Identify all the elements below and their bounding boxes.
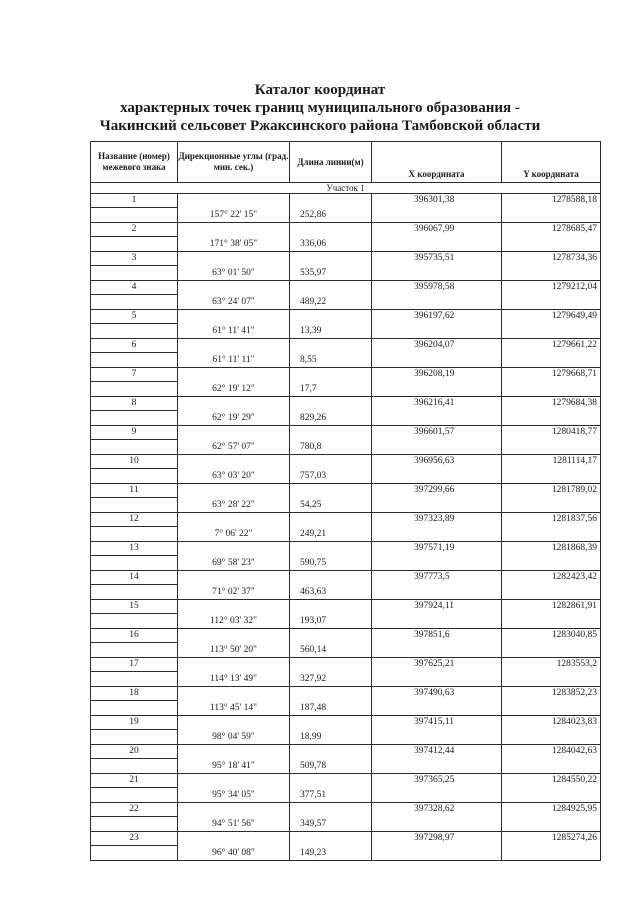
angle-cell-empty <box>178 658 290 672</box>
angle-cell-empty <box>178 397 290 411</box>
point-row <box>91 832 601 846</box>
y-cell-empty <box>502 469 601 484</box>
segment-name-empty <box>91 527 178 542</box>
length-cell-empty <box>290 513 372 527</box>
y-coordinate: 1281837,56 <box>502 513 601 527</box>
y-coordinate: 1279668,71 <box>502 368 601 382</box>
direction-angle: 98° 04' 59" <box>178 730 290 745</box>
direction-angle: 114° 13' 49" <box>178 672 290 687</box>
y-cell-empty <box>502 440 601 455</box>
x-coordinate: 395735,51 <box>372 252 502 266</box>
x-cell-empty <box>372 759 502 774</box>
segment-row <box>91 382 601 397</box>
point-row <box>91 571 601 585</box>
point-row <box>91 774 601 788</box>
header-length: Длина линии(м) <box>290 142 372 183</box>
y-cell-empty <box>502 585 601 600</box>
x-coordinate: 397412,44 <box>372 745 502 759</box>
x-cell-empty <box>372 237 502 252</box>
angle-cell-empty <box>178 281 290 295</box>
line-length: 336,06 <box>290 237 372 252</box>
angle-cell-empty <box>178 368 290 382</box>
x-coordinate: 397625,21 <box>372 658 502 672</box>
coordinates-table <box>90 141 601 861</box>
y-cell-empty <box>502 295 601 310</box>
y-cell-empty <box>502 237 601 252</box>
length-cell-empty <box>290 716 372 730</box>
segment-row <box>91 353 601 368</box>
segment-name-empty <box>91 295 178 310</box>
table-header-row <box>91 142 601 183</box>
y-coordinate: 1284023,83 <box>502 716 601 730</box>
x-coordinate: 396067,99 <box>372 223 502 237</box>
segment-row <box>91 614 601 629</box>
x-coordinate: 397299,66 <box>372 484 502 498</box>
length-cell-empty <box>290 368 372 382</box>
y-cell-empty <box>502 498 601 513</box>
segment-name-empty <box>91 208 178 223</box>
line-length: 489,22 <box>290 295 372 310</box>
y-coordinate: 1279212,04 <box>502 281 601 295</box>
direction-angle: 113° 50' 20" <box>178 643 290 658</box>
point-name: 11 <box>91 484 178 498</box>
length-cell-empty <box>290 252 372 266</box>
direction-angle: 7° 06' 22" <box>178 527 290 542</box>
segment-row <box>91 295 601 310</box>
y-cell-empty <box>502 701 601 716</box>
length-cell-empty <box>290 455 372 469</box>
length-cell-empty <box>290 571 372 585</box>
segment-row <box>91 788 601 803</box>
x-cell-empty <box>372 643 502 658</box>
length-cell-empty <box>290 397 372 411</box>
point-row <box>91 542 601 556</box>
length-cell-empty <box>290 774 372 788</box>
length-cell-empty <box>290 484 372 498</box>
x-coordinate: 397571,19 <box>372 542 502 556</box>
header-x: X координата <box>372 142 502 183</box>
angle-cell-empty <box>178 629 290 643</box>
point-row <box>91 397 601 411</box>
y-coordinate: 1279684,38 <box>502 397 601 411</box>
y-coordinate: 1283553,2 <box>502 658 601 672</box>
length-cell-empty <box>290 832 372 846</box>
segment-row <box>91 846 601 861</box>
point-name: 5 <box>91 310 178 324</box>
x-coordinate: 396601,57 <box>372 426 502 440</box>
point-row <box>91 339 601 353</box>
segment-row <box>91 324 601 339</box>
direction-angle: 96° 40' 08" <box>178 846 290 861</box>
segment-name-empty <box>91 759 178 774</box>
segment-name-empty <box>91 353 178 368</box>
y-cell-empty <box>502 730 601 745</box>
y-coordinate: 1279661,22 <box>502 339 601 353</box>
segment-row <box>91 440 601 455</box>
y-cell-empty <box>502 266 601 281</box>
line-length: 377,51 <box>290 788 372 803</box>
direction-angle: 94° 51' 56" <box>178 817 290 832</box>
angle-cell-empty <box>178 832 290 846</box>
x-coordinate: 397365,25 <box>372 774 502 788</box>
x-cell-empty <box>372 585 502 600</box>
length-cell-empty <box>290 745 372 759</box>
segment-name-empty <box>91 498 178 513</box>
length-cell-empty <box>290 658 372 672</box>
x-coordinate: 397773,5 <box>372 571 502 585</box>
x-cell-empty <box>372 324 502 339</box>
y-cell-empty <box>502 759 601 774</box>
y-cell-empty <box>502 527 601 542</box>
length-cell-empty <box>290 600 372 614</box>
point-row <box>91 252 601 266</box>
point-name: 16 <box>91 629 178 643</box>
y-cell-empty <box>502 614 601 629</box>
angle-cell-empty <box>178 455 290 469</box>
y-cell-empty <box>502 556 601 571</box>
point-name: 1 <box>91 194 178 208</box>
direction-angle: 112° 03' 32" <box>178 614 290 629</box>
x-coordinate: 397323,89 <box>372 513 502 527</box>
line-length: 590,75 <box>290 556 372 571</box>
segment-name-empty <box>91 614 178 629</box>
segment-row <box>91 556 601 571</box>
point-row <box>91 194 601 208</box>
direction-angle: 62° 57' 07" <box>178 440 290 455</box>
document-subtitle-line2: Чакинский сельсовет Ржаксинского района Тамбовской области <box>99 118 541 134</box>
direction-angle: 113° 45' 14" <box>178 701 290 716</box>
y-cell-empty <box>502 411 601 426</box>
line-length: 249,21 <box>290 527 372 542</box>
point-name: 12 <box>91 513 178 527</box>
x-cell-empty <box>372 498 502 513</box>
angle-cell-empty <box>178 194 290 208</box>
point-name: 20 <box>91 745 178 759</box>
segment-name-empty <box>91 817 178 832</box>
segment-name-empty <box>91 440 178 455</box>
direction-angle: 95° 34' 05" <box>178 788 290 803</box>
segment-name-empty <box>91 643 178 658</box>
y-cell-empty <box>502 643 601 658</box>
segment-row <box>91 643 601 658</box>
y-coordinate: 1284042,63 <box>502 745 601 759</box>
segment-row <box>91 672 601 687</box>
point-row <box>91 745 601 759</box>
direction-angle: 63° 01' 50" <box>178 266 290 281</box>
segment-row <box>91 498 601 513</box>
line-length: 535,97 <box>290 266 372 281</box>
y-cell-empty <box>502 817 601 832</box>
segment-name-empty <box>91 701 178 716</box>
x-cell-empty <box>372 846 502 861</box>
direction-angle: 62° 19' 12" <box>178 382 290 397</box>
segment-name-empty <box>91 324 178 339</box>
point-name: 7 <box>91 368 178 382</box>
y-coordinate: 1284925,95 <box>502 803 601 817</box>
x-cell-empty <box>372 353 502 368</box>
angle-cell-empty <box>178 223 290 237</box>
direction-angle: 71° 02' 37" <box>178 585 290 600</box>
header-y: Y координата <box>502 142 601 183</box>
point-name: 19 <box>91 716 178 730</box>
segment-name-empty <box>91 556 178 571</box>
segment-name-empty <box>91 788 178 803</box>
point-name: 3 <box>91 252 178 266</box>
y-cell-empty <box>502 846 601 861</box>
y-cell-empty <box>502 208 601 223</box>
point-name: 14 <box>91 571 178 585</box>
point-row <box>91 455 601 469</box>
x-coordinate: 396216,41 <box>372 397 502 411</box>
x-coordinate: 395978,58 <box>372 281 502 295</box>
segment-name-empty <box>91 469 178 484</box>
point-name: 2 <box>91 223 178 237</box>
x-cell-empty <box>372 469 502 484</box>
length-cell-empty <box>290 687 372 701</box>
point-row <box>91 223 601 237</box>
section-row <box>91 183 601 194</box>
line-length: 463,63 <box>290 585 372 600</box>
direction-angle: 157° 22' 15" <box>178 208 290 223</box>
x-coordinate: 396956,63 <box>372 455 502 469</box>
y-coordinate: 1278685,47 <box>502 223 601 237</box>
point-row <box>91 484 601 498</box>
line-length: 18,99 <box>290 730 372 745</box>
line-length: 8,55 <box>290 353 372 368</box>
y-coordinate: 1283040,85 <box>502 629 601 643</box>
y-coordinate: 1282861,91 <box>502 600 601 614</box>
line-length: 149,23 <box>290 846 372 861</box>
x-cell-empty <box>372 730 502 745</box>
segment-row <box>91 208 601 223</box>
y-cell-empty <box>502 788 601 803</box>
angle-cell-empty <box>178 716 290 730</box>
y-cell-empty <box>502 324 601 339</box>
point-name: 15 <box>91 600 178 614</box>
length-cell-empty <box>290 426 372 440</box>
document-title: Каталог координат <box>254 82 386 98</box>
point-row <box>91 368 601 382</box>
y-coordinate: 1284550,22 <box>502 774 601 788</box>
length-cell-empty <box>290 194 372 208</box>
x-cell-empty <box>372 411 502 426</box>
x-cell-empty <box>372 295 502 310</box>
direction-angle: 69° 58' 23" <box>178 556 290 571</box>
point-row <box>91 658 601 672</box>
angle-cell-empty <box>178 600 290 614</box>
segment-name-empty <box>91 266 178 281</box>
length-cell-empty <box>290 542 372 556</box>
header-angle: Дирекционные углы (град. мин. сек.) <box>178 142 290 183</box>
x-cell-empty <box>372 208 502 223</box>
x-cell-empty <box>372 440 502 455</box>
point-name: 17 <box>91 658 178 672</box>
direction-angle: 63° 28' 22" <box>178 498 290 513</box>
segment-name-empty <box>91 237 178 252</box>
point-row <box>91 513 601 527</box>
direction-angle: 171° 38' 05" <box>178 237 290 252</box>
y-coordinate: 1280418,77 <box>502 426 601 440</box>
point-name: 23 <box>91 832 178 846</box>
point-name: 21 <box>91 774 178 788</box>
segment-row <box>91 585 601 600</box>
angle-cell-empty <box>178 571 290 585</box>
x-cell-empty <box>372 382 502 397</box>
point-name: 8 <box>91 397 178 411</box>
point-row <box>91 716 601 730</box>
point-name: 22 <box>91 803 178 817</box>
y-cell-empty <box>502 382 601 397</box>
y-coordinate: 1278734,36 <box>502 252 601 266</box>
angle-cell-empty <box>178 745 290 759</box>
header-name: Название (номер) межевого знака <box>91 142 178 183</box>
length-cell-empty <box>290 223 372 237</box>
segment-name-empty <box>91 672 178 687</box>
length-cell-empty <box>290 339 372 353</box>
point-name: 10 <box>91 455 178 469</box>
angle-cell-empty <box>178 426 290 440</box>
y-cell-empty <box>502 672 601 687</box>
segment-name-empty <box>91 382 178 397</box>
document-subtitle-line1: характерных точек границ муниципального образования - <box>120 100 520 116</box>
x-cell-empty <box>372 701 502 716</box>
x-coordinate: 397851,6 <box>372 629 502 643</box>
angle-cell-empty <box>178 774 290 788</box>
segment-name-empty <box>91 585 178 600</box>
angle-cell-empty <box>178 803 290 817</box>
angle-cell-empty <box>178 252 290 266</box>
y-coordinate: 1281789,02 <box>502 484 601 498</box>
point-name: 6 <box>91 339 178 353</box>
direction-angle: 63° 24' 07" <box>178 295 290 310</box>
y-coordinate: 1279649,49 <box>502 310 601 324</box>
point-row <box>91 426 601 440</box>
x-coordinate: 397328,62 <box>372 803 502 817</box>
x-cell-empty <box>372 527 502 542</box>
angle-cell-empty <box>178 484 290 498</box>
angle-cell-empty <box>178 687 290 701</box>
segment-row <box>91 266 601 281</box>
x-coordinate: 396204,07 <box>372 339 502 353</box>
point-row <box>91 687 601 701</box>
angle-cell-empty <box>178 513 290 527</box>
x-coordinate: 397415,11 <box>372 716 502 730</box>
point-name: 18 <box>91 687 178 701</box>
x-coordinate: 396208,19 <box>372 368 502 382</box>
direction-angle: 63° 03' 20" <box>178 469 290 484</box>
segment-row <box>91 469 601 484</box>
segment-row <box>91 527 601 542</box>
point-name: 13 <box>91 542 178 556</box>
direction-angle: 62° 19' 29" <box>178 411 290 426</box>
point-row <box>91 629 601 643</box>
point-row <box>91 310 601 324</box>
x-cell-empty <box>372 817 502 832</box>
segment-row <box>91 759 601 774</box>
line-length: 193,07 <box>290 614 372 629</box>
length-cell-empty <box>290 803 372 817</box>
y-coordinate: 1278588,18 <box>502 194 601 208</box>
x-coordinate: 397924,11 <box>372 600 502 614</box>
line-length: 757,03 <box>290 469 372 484</box>
segment-row <box>91 701 601 716</box>
length-cell-empty <box>290 310 372 324</box>
length-cell-empty <box>290 629 372 643</box>
line-length: 13,39 <box>290 324 372 339</box>
point-name: 9 <box>91 426 178 440</box>
line-length: 780,8 <box>290 440 372 455</box>
line-length: 252,86 <box>290 208 372 223</box>
point-name: 4 <box>91 281 178 295</box>
x-coordinate: 396197,62 <box>372 310 502 324</box>
x-coordinate: 397298,97 <box>372 832 502 846</box>
line-length: 17,7 <box>290 382 372 397</box>
segment-row <box>91 817 601 832</box>
length-cell-empty <box>290 281 372 295</box>
x-cell-empty <box>372 266 502 281</box>
line-length: 187,48 <box>290 701 372 716</box>
point-row <box>91 281 601 295</box>
segment-row <box>91 237 601 252</box>
y-coordinate: 1285274,26 <box>502 832 601 846</box>
angle-cell-empty <box>178 339 290 353</box>
segment-row <box>91 730 601 745</box>
x-coordinate: 397490,63 <box>372 687 502 701</box>
angle-cell-empty <box>178 542 290 556</box>
line-length: 54,25 <box>290 498 372 513</box>
y-coordinate: 1281114,17 <box>502 455 601 469</box>
segment-name-empty <box>91 730 178 745</box>
angle-cell-empty <box>178 310 290 324</box>
x-cell-empty <box>372 672 502 687</box>
segment-name-empty <box>91 411 178 426</box>
y-coordinate: 1283852,23 <box>502 687 601 701</box>
y-coordinate: 1281868,39 <box>502 542 601 556</box>
x-cell-empty <box>372 788 502 803</box>
section-label: Участок 1 <box>91 183 601 194</box>
line-length: 327,92 <box>290 672 372 687</box>
y-cell-empty <box>502 353 601 368</box>
x-cell-empty <box>372 556 502 571</box>
x-coordinate: 396301,38 <box>372 194 502 208</box>
line-length: 349,57 <box>290 817 372 832</box>
line-length: 509,78 <box>290 759 372 774</box>
line-length: 829,26 <box>290 411 372 426</box>
line-length: 560,14 <box>290 643 372 658</box>
point-row <box>91 600 601 614</box>
segment-name-empty <box>91 846 178 861</box>
segment-row <box>91 411 601 426</box>
x-cell-empty <box>372 614 502 629</box>
direction-angle: 95° 18' 41" <box>178 759 290 774</box>
y-coordinate: 1282423,42 <box>502 571 601 585</box>
direction-angle: 61° 11' 41" <box>178 324 290 339</box>
point-row <box>91 803 601 817</box>
direction-angle: 61° 11' 11" <box>178 353 290 368</box>
